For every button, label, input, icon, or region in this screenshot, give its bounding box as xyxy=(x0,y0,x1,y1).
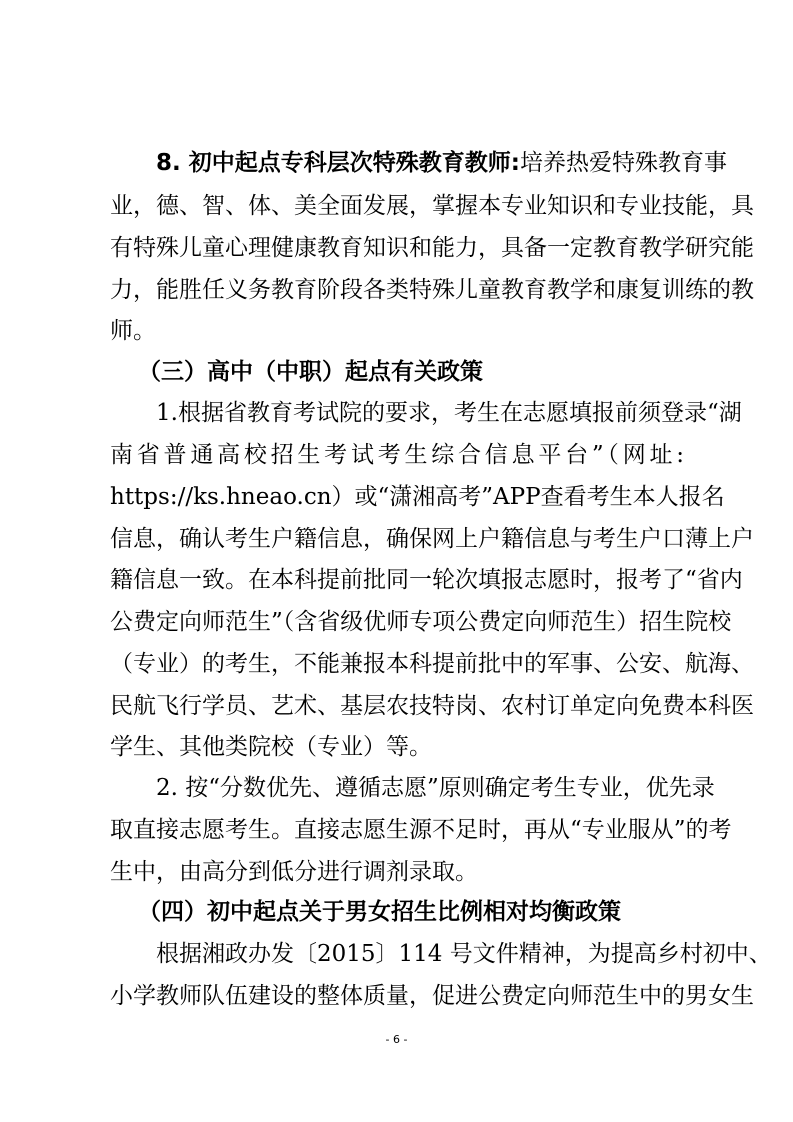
para8-line-3: 有特殊儿童心理健康教育知识和能力，具备一定教育教学研究能 xyxy=(110,235,754,261)
section3-item1-line-4: 信息，确认考生户籍信息，确保网上户籍信息与考生户口薄上户 xyxy=(110,526,754,552)
section3-item1-line-3: https://ks.hneao.cn）或“潇湘高考”APP查看考生本人报名 xyxy=(110,484,725,510)
section3-item1-line-1: 1.根据省教育考试院的要求，考生在志愿填报前须登录“湖 xyxy=(156,400,742,426)
para8-line-1 xyxy=(156,148,727,178)
section3-item1-line-9: 学生、其他类院校（专业）等。 xyxy=(110,734,432,760)
section4-line-2: 小学教师队伍建设的整体质量，促进公费定向师范生中的男女生 xyxy=(110,983,754,1009)
para8-line-2: 业，德、智、体、美全面发展，掌握本专业知识和专业技能，具 xyxy=(110,193,754,219)
para8-label: 8. 初中起点专科层次特殊教育教师: xyxy=(156,150,520,176)
section4-heading: （四）初中起点关于男女招生比例相对均衡政策 xyxy=(138,899,621,925)
para8-line-4: 力，能胜任义务教育阶段各类特殊儿童教育教学和康复训练的教 xyxy=(110,277,754,303)
page-number: - 6 - xyxy=(385,1033,408,1046)
section3-item2-line-2: 取直接志愿考生。直接志愿生源不足时，再从“专业服从”的考 xyxy=(110,817,732,843)
section3-item2-line-3: 生中，由高分到低分进行调剂录取。 xyxy=(110,859,478,885)
section3-item1-line-5: 籍信息一致。在本科提前批同一轮次填报志愿时，报考了“省内 xyxy=(110,567,743,593)
section3-item1-line-2: 南省普通高校招生考试考生综合信息平台”（网址: xyxy=(110,442,684,468)
para8-line-5: 师。 xyxy=(110,318,156,344)
section3-item1-line-7: （专业）的考生，不能兼报本科提前批中的军事、公安、航海、 xyxy=(110,651,754,677)
section3-item1-line-8: 民航飞行学员、艺术、基层农技特岗、农村订单定向免费本科医 xyxy=(110,693,754,719)
section4-line-1: 根据湘政办发〔2015〕114 号文件精神，为提高乡村初中、 xyxy=(156,941,772,967)
section3-item1-line-6: 公费定向师范生”（含省级优师专项公费定向师范生）招生院校 xyxy=(110,609,732,635)
section3-heading: （三）高中（中职）起点有关政策 xyxy=(138,359,483,385)
para8-text-1: 培养热爱特殊教育事 xyxy=(519,150,727,176)
section3-item2-line-1: 2. 按“分数优先、遵循志愿”原则确定考生专业，优先录 xyxy=(156,775,715,801)
